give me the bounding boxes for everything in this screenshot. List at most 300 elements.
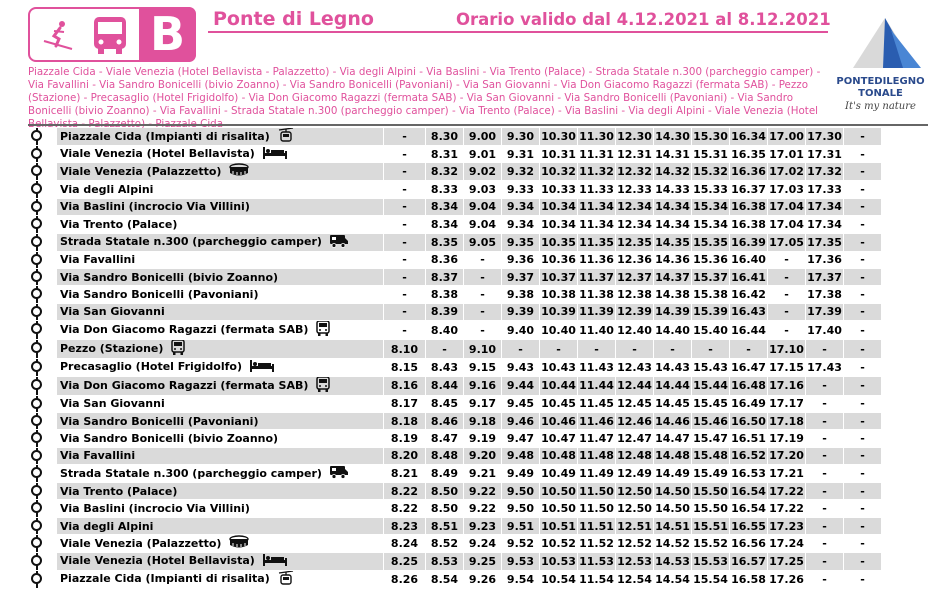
stop-name: Via Don Giacomo Ragazzi (fermata SAB) bbox=[60, 378, 309, 392]
stop-name-cell bbox=[57, 303, 384, 320]
departure-time: - bbox=[806, 535, 844, 553]
departure-time: - bbox=[806, 376, 844, 395]
departure-time: 11.43 bbox=[578, 359, 616, 376]
departure-time: - bbox=[844, 376, 882, 395]
departure-time: - bbox=[384, 321, 426, 340]
timetable-row bbox=[28, 500, 881, 517]
departure-time: 16.52 bbox=[730, 447, 768, 464]
departure-time: 17.24 bbox=[768, 535, 806, 553]
departure-time: 10.47 bbox=[540, 430, 578, 447]
departure-time: 9.34 bbox=[502, 216, 540, 233]
departure-time: 12.54 bbox=[616, 570, 654, 588]
departure-time: 14.47 bbox=[654, 430, 692, 447]
stop-name-cell bbox=[57, 447, 384, 464]
departure-time: 12.32 bbox=[616, 163, 654, 181]
stop-name: Pezzo (Stazione) bbox=[60, 342, 164, 356]
route-line-stop-marker bbox=[28, 376, 57, 395]
logo-name: PONTEDILEGNO bbox=[836, 76, 925, 87]
departure-time: 8.19 bbox=[384, 430, 426, 447]
departure-time: - bbox=[806, 500, 844, 517]
departure-time: 12.47 bbox=[616, 430, 654, 447]
departure-time: 17.19 bbox=[768, 430, 806, 447]
departure-time: 14.50 bbox=[654, 500, 692, 517]
departure-time: 8.22 bbox=[384, 483, 426, 500]
departure-time: 12.34 bbox=[616, 198, 654, 215]
departure-time: 9.40 bbox=[502, 321, 540, 340]
departure-time: 12.30 bbox=[616, 128, 654, 146]
stop-name: Viale Venezia (Hotel Bellavista) bbox=[60, 554, 255, 568]
departure-time: 17.17 bbox=[768, 395, 806, 412]
route-description: Piazzale Cida - Viale Venezia (Hotel Bellavista - Palazzetto) - Via degli Alpini - Via Baslini - Via Trento (Palace) - Strada Statale n.300 (parcheggio camper) - Via Favallini - Via Sandro Bonicelli (bivio Zoanno) - Via Sandro Bonicelli (Pavoniani) - Via San Giovanni - Via Don Giacomo Ragazzi (fermata SAB) - Pezzo (Stazione) - Precasaglio (Hotel Frigidolfo) - Via Don Giacomo Ragazzi (fermata SAB) - Via San Giovanni - Via Sandro Bonicelli (Pavoniani) - Via Sandro Bonicelli (bivio Zoanno) - Via Favallini - Strada Statale n.300 (parcheggio camper) - Via Trento (Palace) - Via Baslini - Via degli Alpini - Viale Venezia (Hotel bbox=[28, 66, 821, 117]
departure-time: - bbox=[654, 340, 692, 359]
departure-time: - bbox=[384, 198, 426, 215]
departure-time: 14.45 bbox=[654, 395, 692, 412]
departure-time: 17.37 bbox=[806, 268, 844, 285]
timetable-row bbox=[28, 465, 881, 483]
departure-time: 8.40 bbox=[426, 321, 464, 340]
stop-name-cell bbox=[57, 233, 384, 251]
departure-time: 9.34 bbox=[502, 198, 540, 215]
route-line-stop-marker bbox=[28, 535, 57, 553]
departure-time: - bbox=[384, 181, 426, 198]
departure-time: 17.40 bbox=[806, 321, 844, 340]
departure-time: 17.01 bbox=[768, 146, 806, 163]
departure-time: - bbox=[540, 340, 578, 359]
departure-time: - bbox=[844, 268, 882, 285]
departure-time: 11.50 bbox=[578, 483, 616, 500]
route-line-stop-marker bbox=[28, 268, 57, 285]
departure-time: 9.32 bbox=[502, 163, 540, 181]
validity-period: Orario valido dal 4.12.2021 al 8.12.2021 bbox=[456, 10, 831, 29]
stop-name: Precasaglio (Hotel Frigidolfo) bbox=[60, 360, 242, 374]
departure-time: 17.22 bbox=[768, 500, 806, 517]
stop-name: Via Favallini bbox=[60, 253, 136, 267]
timetable-row bbox=[28, 340, 881, 359]
mountain-logo-icon bbox=[833, 10, 928, 74]
departure-time: - bbox=[768, 303, 806, 320]
stop-name-cell bbox=[57, 146, 384, 163]
route-line-stop-marker bbox=[28, 465, 57, 483]
departure-time: - bbox=[844, 359, 882, 376]
departure-time: 15.35 bbox=[692, 233, 730, 251]
departure-time: 8.34 bbox=[426, 216, 464, 233]
route-line-stop-marker bbox=[28, 181, 57, 198]
departure-time: - bbox=[844, 570, 882, 588]
departure-time: 16.38 bbox=[730, 216, 768, 233]
route-line-stop-marker bbox=[28, 395, 57, 412]
departure-time: 11.48 bbox=[578, 447, 616, 464]
departure-time: - bbox=[730, 340, 768, 359]
departure-time: 16.36 bbox=[730, 163, 768, 181]
departure-time: 8.50 bbox=[426, 500, 464, 517]
departure-time: - bbox=[844, 340, 882, 359]
departure-time: 17.04 bbox=[768, 216, 806, 233]
departure-time: - bbox=[768, 286, 806, 303]
departure-time: - bbox=[844, 447, 882, 464]
departure-time: - bbox=[806, 517, 844, 534]
departure-time: 17.36 bbox=[806, 251, 844, 268]
departure-time: 17.04 bbox=[768, 198, 806, 215]
departure-time: - bbox=[768, 268, 806, 285]
departure-time: 8.46 bbox=[426, 412, 464, 429]
departure-time: 15.34 bbox=[692, 198, 730, 215]
departure-time: 9.53 bbox=[502, 553, 540, 570]
departure-time: - bbox=[806, 340, 844, 359]
departure-time: 14.46 bbox=[654, 412, 692, 429]
stop-name-cell bbox=[57, 376, 384, 395]
route-line-stop-marker bbox=[28, 517, 57, 534]
departure-time: 9.30 bbox=[502, 128, 540, 146]
departure-time: 9.46 bbox=[502, 412, 540, 429]
departure-time: - bbox=[692, 340, 730, 359]
departure-time: 11.51 bbox=[578, 517, 616, 534]
departure-time: 9.51 bbox=[502, 517, 540, 534]
logo bbox=[833, 10, 928, 118]
departure-time: 10.52 bbox=[540, 535, 578, 553]
timetable-row bbox=[28, 286, 881, 303]
departure-time: 8.34 bbox=[426, 198, 464, 215]
departure-time: - bbox=[806, 465, 844, 483]
departure-time: 8.24 bbox=[384, 535, 426, 553]
route-line-stop-marker bbox=[28, 500, 57, 517]
timetable bbox=[28, 128, 881, 589]
route-line-stop-marker bbox=[28, 216, 57, 233]
departure-time: 9.20 bbox=[464, 447, 502, 464]
departure-time: 8.23 bbox=[384, 517, 426, 534]
stop-name-cell bbox=[57, 535, 384, 553]
departure-time: 11.52 bbox=[578, 535, 616, 553]
table-top-rule bbox=[28, 124, 928, 126]
departure-time: 9.35 bbox=[502, 233, 540, 251]
bus-icon bbox=[90, 15, 130, 57]
departure-time: - bbox=[806, 430, 844, 447]
departure-time: - bbox=[384, 146, 426, 163]
departure-time: - bbox=[844, 146, 882, 163]
departure-time: - bbox=[844, 395, 882, 412]
departure-time: - bbox=[464, 321, 502, 340]
stop-name-cell bbox=[57, 198, 384, 215]
stop-name-cell bbox=[57, 128, 384, 146]
departure-time: - bbox=[464, 286, 502, 303]
departure-time: 8.44 bbox=[426, 376, 464, 395]
departure-time: 16.51 bbox=[730, 430, 768, 447]
departure-time: - bbox=[768, 321, 806, 340]
departure-time: 12.44 bbox=[616, 376, 654, 395]
stop-name: Strada Statale n.300 (parcheggio camper) bbox=[60, 235, 322, 249]
departure-time: 11.49 bbox=[578, 465, 616, 483]
departure-time: 12.50 bbox=[616, 500, 654, 517]
timetable-row bbox=[28, 181, 881, 198]
departure-time: 8.10 bbox=[384, 340, 426, 359]
departure-time: 11.47 bbox=[578, 430, 616, 447]
departure-time: 17.00 bbox=[768, 128, 806, 146]
departure-time: 16.34 bbox=[730, 128, 768, 146]
timetable-row bbox=[28, 517, 881, 534]
departure-time: 8.35 bbox=[426, 233, 464, 251]
stop-name-cell bbox=[57, 430, 384, 447]
departure-time: 12.36 bbox=[616, 251, 654, 268]
departure-time: 9.43 bbox=[502, 359, 540, 376]
departure-time: 8.37 bbox=[426, 268, 464, 285]
stop-name-cell bbox=[57, 251, 384, 268]
departure-time: 17.31 bbox=[806, 146, 844, 163]
departure-time: - bbox=[844, 553, 882, 570]
departure-time: 16.41 bbox=[730, 268, 768, 285]
departure-time: 12.50 bbox=[616, 483, 654, 500]
departure-time: - bbox=[616, 340, 654, 359]
stop-name: Via Sandro Bonicelli (Pavoniani) bbox=[60, 288, 259, 302]
departure-time: - bbox=[844, 163, 882, 181]
stop-name: Via degli Alpini bbox=[60, 183, 154, 197]
camper-icon bbox=[330, 234, 348, 251]
stop-name: Via Baslini (incrocio Via Villini) bbox=[60, 502, 250, 516]
departure-time: 15.44 bbox=[692, 376, 730, 395]
departure-time: 11.53 bbox=[578, 553, 616, 570]
departure-time: 14.40 bbox=[654, 321, 692, 340]
departure-time: 15.54 bbox=[692, 570, 730, 588]
bed-icon bbox=[263, 554, 287, 569]
departure-time: 8.48 bbox=[426, 447, 464, 464]
departure-time: 9.04 bbox=[464, 216, 502, 233]
departure-time: 16.37 bbox=[730, 181, 768, 198]
timetable-row bbox=[28, 570, 881, 588]
departure-time: 17.05 bbox=[768, 233, 806, 251]
stop-name: Via Baslini (incrocio Via Villini) bbox=[60, 200, 250, 214]
stop-name: Via Trento (Palace) bbox=[60, 484, 178, 498]
timetable-row bbox=[28, 146, 881, 163]
departure-time: 9.24 bbox=[464, 535, 502, 553]
departure-time: - bbox=[384, 128, 426, 146]
route-line-stop-marker bbox=[28, 321, 57, 340]
departure-time: 9.15 bbox=[464, 359, 502, 376]
departure-time: 15.36 bbox=[692, 251, 730, 268]
camper-icon bbox=[330, 465, 348, 482]
departure-time: 14.53 bbox=[654, 553, 692, 570]
departure-time: 17.33 bbox=[806, 181, 844, 198]
departure-time: 16.53 bbox=[730, 465, 768, 483]
departure-time: 8.51 bbox=[426, 517, 464, 534]
departure-time: - bbox=[806, 553, 844, 570]
departure-time: 8.31 bbox=[426, 146, 464, 163]
departure-time: - bbox=[384, 286, 426, 303]
departure-time: 8.32 bbox=[426, 163, 464, 181]
arena-icon bbox=[229, 163, 249, 180]
departure-time: 10.45 bbox=[540, 395, 578, 412]
departure-time: 8.39 bbox=[426, 303, 464, 320]
departure-time: 14.50 bbox=[654, 483, 692, 500]
departure-time: 9.22 bbox=[464, 500, 502, 517]
departure-time: 10.50 bbox=[540, 483, 578, 500]
skier-icon bbox=[42, 19, 74, 51]
departure-time: 14.44 bbox=[654, 376, 692, 395]
stop-name-cell bbox=[57, 181, 384, 198]
stop-name-cell bbox=[57, 216, 384, 233]
stop-name-cell bbox=[57, 340, 384, 359]
bus-icon bbox=[316, 377, 330, 395]
departure-time: 15.43 bbox=[692, 359, 730, 376]
departure-time: - bbox=[844, 430, 882, 447]
timetable-row bbox=[28, 198, 881, 215]
departure-time: 15.31 bbox=[692, 146, 730, 163]
departure-time: 15.33 bbox=[692, 181, 730, 198]
departure-time: - bbox=[464, 303, 502, 320]
route-line-stop-marker bbox=[28, 163, 57, 181]
departure-time: 15.52 bbox=[692, 535, 730, 553]
departure-time: - bbox=[844, 251, 882, 268]
departure-time: 8.17 bbox=[384, 395, 426, 412]
timetable-row bbox=[28, 163, 881, 181]
route-line-stop-marker bbox=[28, 128, 57, 146]
departure-time: 9.44 bbox=[502, 376, 540, 395]
departure-time: 11.33 bbox=[578, 181, 616, 198]
departure-time: 14.38 bbox=[654, 286, 692, 303]
departure-time: 14.32 bbox=[654, 163, 692, 181]
departure-time: - bbox=[844, 535, 882, 553]
departure-time: 8.20 bbox=[384, 447, 426, 464]
departure-time: 15.38 bbox=[692, 286, 730, 303]
departure-time: 11.30 bbox=[578, 128, 616, 146]
route-line-stop-marker bbox=[28, 447, 57, 464]
departure-time: 17.21 bbox=[768, 465, 806, 483]
departure-time: 9.54 bbox=[502, 570, 540, 588]
departure-time: 9.04 bbox=[464, 198, 502, 215]
departure-time: - bbox=[806, 483, 844, 500]
timetable-row bbox=[28, 430, 881, 447]
bed-icon bbox=[250, 360, 274, 375]
departure-time: - bbox=[464, 251, 502, 268]
stop-name: Via Sandro Bonicelli (bivio Zoanno) bbox=[60, 431, 279, 445]
departure-time: 16.57 bbox=[730, 553, 768, 570]
bus-icon bbox=[171, 340, 185, 358]
page-title: Ponte di Legno bbox=[213, 8, 374, 30]
departure-time: 14.43 bbox=[654, 359, 692, 376]
timetable-row bbox=[28, 251, 881, 268]
route-line-stop-marker bbox=[28, 483, 57, 500]
departure-time: 14.39 bbox=[654, 303, 692, 320]
departure-time: 15.50 bbox=[692, 500, 730, 517]
departure-time: 11.32 bbox=[578, 163, 616, 181]
departure-time: - bbox=[806, 395, 844, 412]
departure-time: - bbox=[384, 233, 426, 251]
departure-time: 8.50 bbox=[426, 483, 464, 500]
departure-time: 11.44 bbox=[578, 376, 616, 395]
departure-time: 12.43 bbox=[616, 359, 654, 376]
departure-time: 10.54 bbox=[540, 570, 578, 588]
departure-time: 14.30 bbox=[654, 128, 692, 146]
departure-time: 10.48 bbox=[540, 447, 578, 464]
departure-time: - bbox=[806, 570, 844, 588]
timetable-row bbox=[28, 359, 881, 376]
departure-time: 12.45 bbox=[616, 395, 654, 412]
departure-time: 9.02 bbox=[464, 163, 502, 181]
departure-time: 8.49 bbox=[426, 465, 464, 483]
stop-name-cell bbox=[57, 500, 384, 517]
departure-time: - bbox=[426, 340, 464, 359]
departure-time: 9.00 bbox=[464, 128, 502, 146]
departure-time: 15.32 bbox=[692, 163, 730, 181]
route-line-stop-marker bbox=[28, 286, 57, 303]
departure-time: 12.46 bbox=[616, 412, 654, 429]
departure-time: 16.47 bbox=[730, 359, 768, 376]
departure-time: 14.34 bbox=[654, 216, 692, 233]
departure-time: 16.40 bbox=[730, 251, 768, 268]
departure-time: 15.34 bbox=[692, 216, 730, 233]
departure-time: 11.39 bbox=[578, 303, 616, 320]
departure-time: 17.18 bbox=[768, 412, 806, 429]
departure-time: 15.46 bbox=[692, 412, 730, 429]
departure-time: 8.25 bbox=[384, 553, 426, 570]
departure-time: - bbox=[844, 465, 882, 483]
departure-time: - bbox=[844, 233, 882, 251]
departure-time: 10.49 bbox=[540, 465, 578, 483]
departure-time: 8.15 bbox=[384, 359, 426, 376]
departure-time: 9.25 bbox=[464, 553, 502, 570]
departure-time: 16.39 bbox=[730, 233, 768, 251]
stop-name-cell bbox=[57, 321, 384, 340]
departure-time: 17.22 bbox=[768, 483, 806, 500]
departure-time: 9.36 bbox=[502, 251, 540, 268]
timetable-row bbox=[28, 303, 881, 320]
departure-time: - bbox=[578, 340, 616, 359]
departure-time: 15.39 bbox=[692, 303, 730, 320]
departure-time: 9.38 bbox=[502, 286, 540, 303]
timetable-row bbox=[28, 216, 881, 233]
departure-time: 14.52 bbox=[654, 535, 692, 553]
cable-car-icon bbox=[278, 571, 294, 588]
timetable-row bbox=[28, 395, 881, 412]
departure-time: 8.45 bbox=[426, 395, 464, 412]
departure-time: 9.33 bbox=[502, 181, 540, 198]
logo-name-2: TONALE bbox=[858, 88, 903, 99]
departure-time: 17.39 bbox=[806, 303, 844, 320]
departure-time: 9.05 bbox=[464, 233, 502, 251]
stop-name: Via San Giovanni bbox=[60, 397, 165, 411]
departure-time: 8.30 bbox=[426, 128, 464, 146]
stop-name: Viale Venezia (Hotel Bellavista) bbox=[60, 147, 255, 161]
departure-time: 16.42 bbox=[730, 286, 768, 303]
departure-time: 8.26 bbox=[384, 570, 426, 588]
departure-time: 12.53 bbox=[616, 553, 654, 570]
stop-name-cell bbox=[57, 517, 384, 534]
departure-time: 11.45 bbox=[578, 395, 616, 412]
departure-time: 17.02 bbox=[768, 163, 806, 181]
route-line-stop-marker bbox=[28, 553, 57, 570]
departure-time: 16.56 bbox=[730, 535, 768, 553]
departure-time: 8.52 bbox=[426, 535, 464, 553]
stop-name: Piazzale Cida (Impianti di risalita) bbox=[60, 129, 270, 143]
stop-name: Viale Venezia (Palazzetto) bbox=[60, 536, 222, 550]
timetable-row bbox=[28, 553, 881, 570]
departure-time: 10.50 bbox=[540, 500, 578, 517]
departure-time: - bbox=[464, 268, 502, 285]
departure-time: 15.40 bbox=[692, 321, 730, 340]
timetable-row bbox=[28, 128, 881, 146]
route-line-stop-marker bbox=[28, 359, 57, 376]
departure-time: 11.50 bbox=[578, 500, 616, 517]
departure-time: 16.54 bbox=[730, 500, 768, 517]
departure-time: 10.38 bbox=[540, 286, 578, 303]
bus-icon bbox=[316, 321, 330, 339]
departure-time: - bbox=[768, 251, 806, 268]
departure-time: 14.33 bbox=[654, 181, 692, 198]
header bbox=[0, 0, 952, 66]
departure-time: 12.35 bbox=[616, 233, 654, 251]
departure-time: 10.30 bbox=[540, 128, 578, 146]
departure-time: 17.35 bbox=[806, 233, 844, 251]
departure-time: 8.22 bbox=[384, 500, 426, 517]
departure-time: - bbox=[384, 303, 426, 320]
stop-name: Via degli Alpini bbox=[60, 519, 154, 533]
